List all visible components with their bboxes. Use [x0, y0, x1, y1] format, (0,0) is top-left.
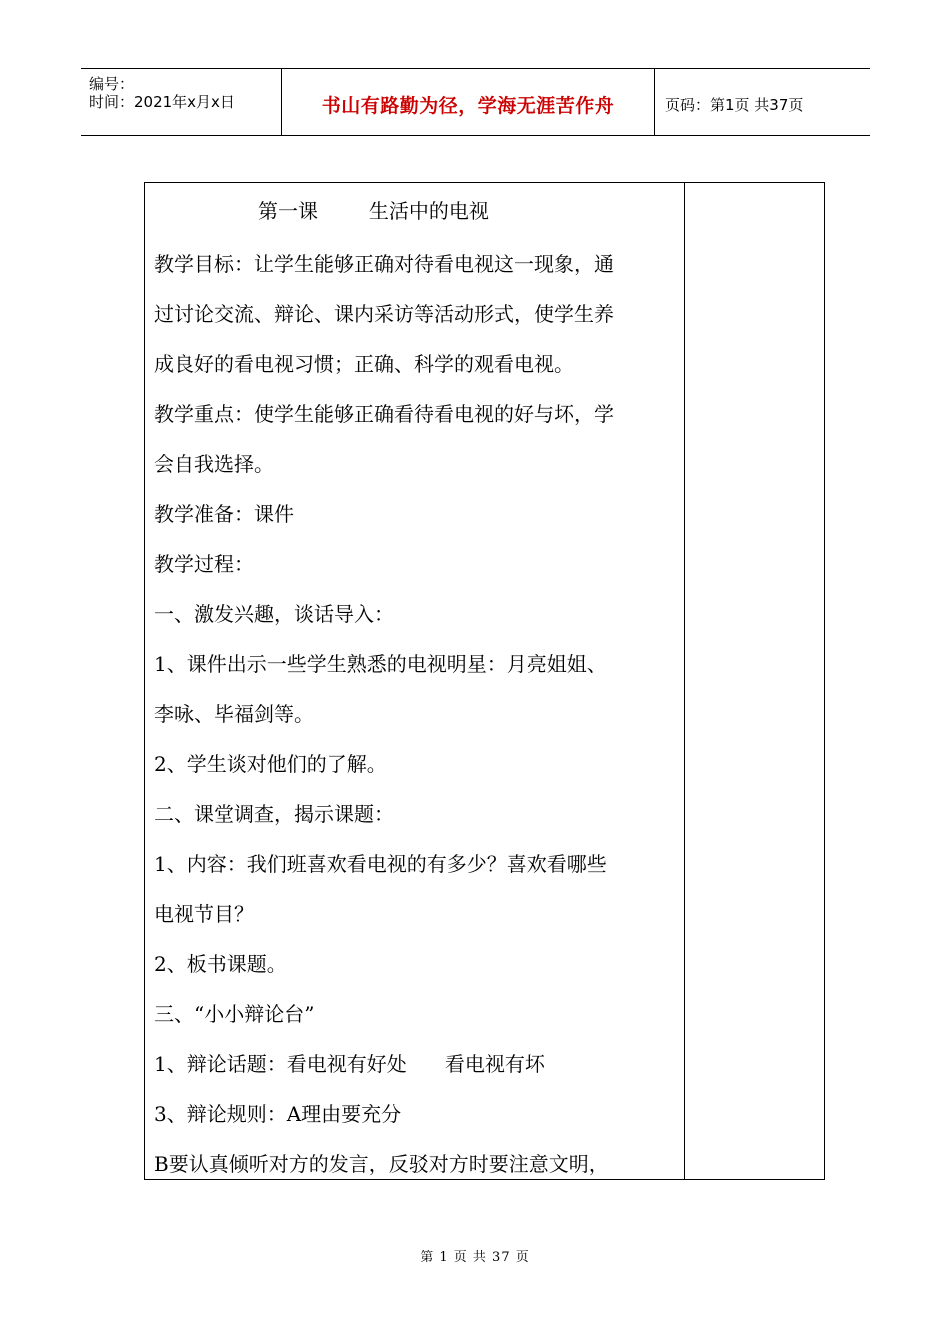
lesson-content: [154, 183, 678, 1189]
lesson-line: 会自我选择。: [154, 452, 274, 476]
page-footer: 第 1 页 共 37 页: [420, 1250, 530, 1265]
lesson-line: 1、内容：我们班喜欢看电视的有多少？喜欢看哪些: [154, 852, 607, 876]
page-code: 页码：第1页 共37页: [665, 96, 804, 114]
lesson-line: 一、激发兴趣，谈话导入：: [154, 602, 394, 626]
header-page-cell: [655, 69, 870, 135]
lesson-line: 教学目标：让学生能够正确对待看电视这一现象，通: [154, 252, 614, 276]
header-motto-cell: [281, 69, 655, 135]
lesson-line: 成良好的看电视习惯；正确、科学的观看电视。: [154, 352, 574, 376]
lesson-line: 电视节目？: [154, 902, 254, 926]
lesson-line: 2、板书课题。: [154, 952, 287, 976]
lesson-line: 3、辩论规则：A理由要充分: [154, 1102, 402, 1126]
time-label: 时间：2021年x月x日: [89, 93, 235, 111]
document-header: [81, 68, 870, 136]
lesson-line: 二、课堂调查，揭示课题：: [154, 802, 394, 826]
column-divider: [684, 183, 685, 1179]
lesson-line: 1、课件出示一些学生熟悉的电视明星：月亮姐姐、: [154, 652, 607, 676]
lesson-table: [144, 182, 825, 1180]
lesson-line: 教学过程：: [154, 552, 254, 576]
lesson-line: 过讨论交流、辩论、课内采访等活动形式，使学生养: [154, 302, 614, 326]
lesson-line: 三、“小小辩论台”: [154, 1002, 315, 1026]
lesson-line: B要认真倾听对方的发言，反驳对方时要注意文明，: [154, 1152, 609, 1176]
header-meta-cell: [81, 69, 281, 135]
lesson-line: 1、辩论话题：看电视有好处 看电视有坏: [154, 1052, 545, 1076]
lesson-title: 第一课 生活中的电视: [258, 199, 489, 223]
lesson-line: 教学准备：课件: [154, 502, 294, 526]
lesson-line: 李咏、毕福剑等。: [154, 702, 314, 726]
number-label: 编号：: [89, 75, 135, 93]
motto: 书山有路勤为径，学海无涯苦作舟: [321, 95, 615, 117]
lesson-line: 教学重点：使学生能够正确看待看电视的好与坏，学: [154, 402, 614, 426]
lesson-line: 2、学生谈对他们的了解。: [154, 752, 387, 776]
